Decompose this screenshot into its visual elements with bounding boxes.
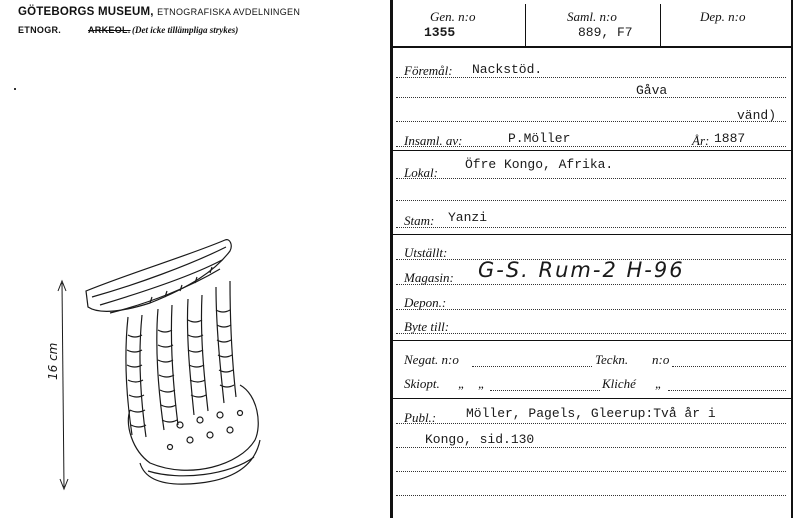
speck [14,88,16,90]
dep-label: Dep. n:o [700,9,746,24]
museum-name [18,6,300,18]
dotline-depon [396,309,786,310]
dotline-skiopt [490,390,600,391]
card-left-border [390,0,393,518]
dotline-negat [472,366,592,367]
gava-text: Gåva [636,83,668,98]
dotline-lokal-1 [396,178,786,179]
dotline-insaml [396,146,786,147]
skiopt-ditto-1: „ [458,376,466,391]
lokal-label: Lokal: [404,165,438,180]
dotline-publ-1 [396,423,786,424]
vand-text: vänd) [737,108,777,123]
row-line-4 [392,340,792,341]
row-line-2 [392,150,792,151]
foremal-label: Föremål: [404,63,453,78]
utstallt-label: Utställt: [404,245,448,260]
dotline-foremal-1 [396,77,786,78]
ar-label: År: [692,133,710,148]
cell-divider-2 [660,4,661,46]
row-line-3 [392,234,792,235]
gen-value: 1355 [424,25,456,40]
etnogr-label: ETNOGR. [18,25,62,35]
insaml-label: Insaml. av: [404,133,463,148]
museum-title: GÖTEBORGS MUSEUM, [18,6,154,18]
skiopt-label: Skiopt. [404,376,440,391]
dotline-foremal-3 [396,121,786,122]
skiopt-ditto-2: „ [478,376,486,391]
dotline-stam [396,227,786,228]
dotline-publ-4 [396,495,786,496]
stam-value: Yanzi [448,210,488,225]
insaml-value: P.Möller [508,131,571,146]
ar-value: 1887 [714,131,746,146]
dotline-publ-2 [396,447,786,448]
negat-label: Negat. n:o [404,352,459,367]
teckn-no-label: n:o [652,352,670,367]
lokal-value: Öfre Kongo, Afrika. [465,157,614,172]
stam-label: Stam: [404,213,435,228]
cell-divider-1 [525,4,526,46]
dotline-teckn [672,366,786,367]
dotline-magasin [396,284,786,285]
measure-arrow [58,281,68,489]
kliche-label: Kliché [602,376,636,391]
publ-line-1: Möller, Pagels, Gleerup:Två år i [466,406,716,421]
arkeol-struck-label: ARKEOL. [88,25,131,35]
saml-label: Saml. n:o [567,9,617,24]
depon-label: Depon.: [404,295,447,310]
card-right-border [791,0,793,518]
dotline-publ-3 [396,471,786,472]
byte-label: Byte till: [404,319,450,334]
kliche-ditto: „ [655,376,663,391]
saml-value: 889, F7 [578,25,633,40]
magasin-label: Magasin: [404,270,454,285]
foremal-value: Nackstöd. [472,62,543,77]
instruction-note: (Det icke tillämpliga strykes) [132,25,239,35]
headrest-drawing [40,225,280,505]
dotline-kliche [668,390,786,391]
dotline-foremal-2 [396,97,786,98]
row-line-top [392,46,792,48]
teckn-label: Teckn. [595,352,629,367]
magasin-value: G-S. Rum-2 H-96 [478,258,685,282]
gen-label: Gen. n:o [430,9,476,24]
measure-label: 16 cm [46,342,60,380]
publ-label: Publ.: [404,410,437,425]
publ-line-2: Kongo, sid.130 [425,432,535,447]
dotline-lokal-2 [396,200,786,201]
department-name: ETNOGRAFISKA AVDELNINGEN [157,7,301,17]
row-line-5 [392,398,792,399]
dotline-byte [396,333,786,334]
